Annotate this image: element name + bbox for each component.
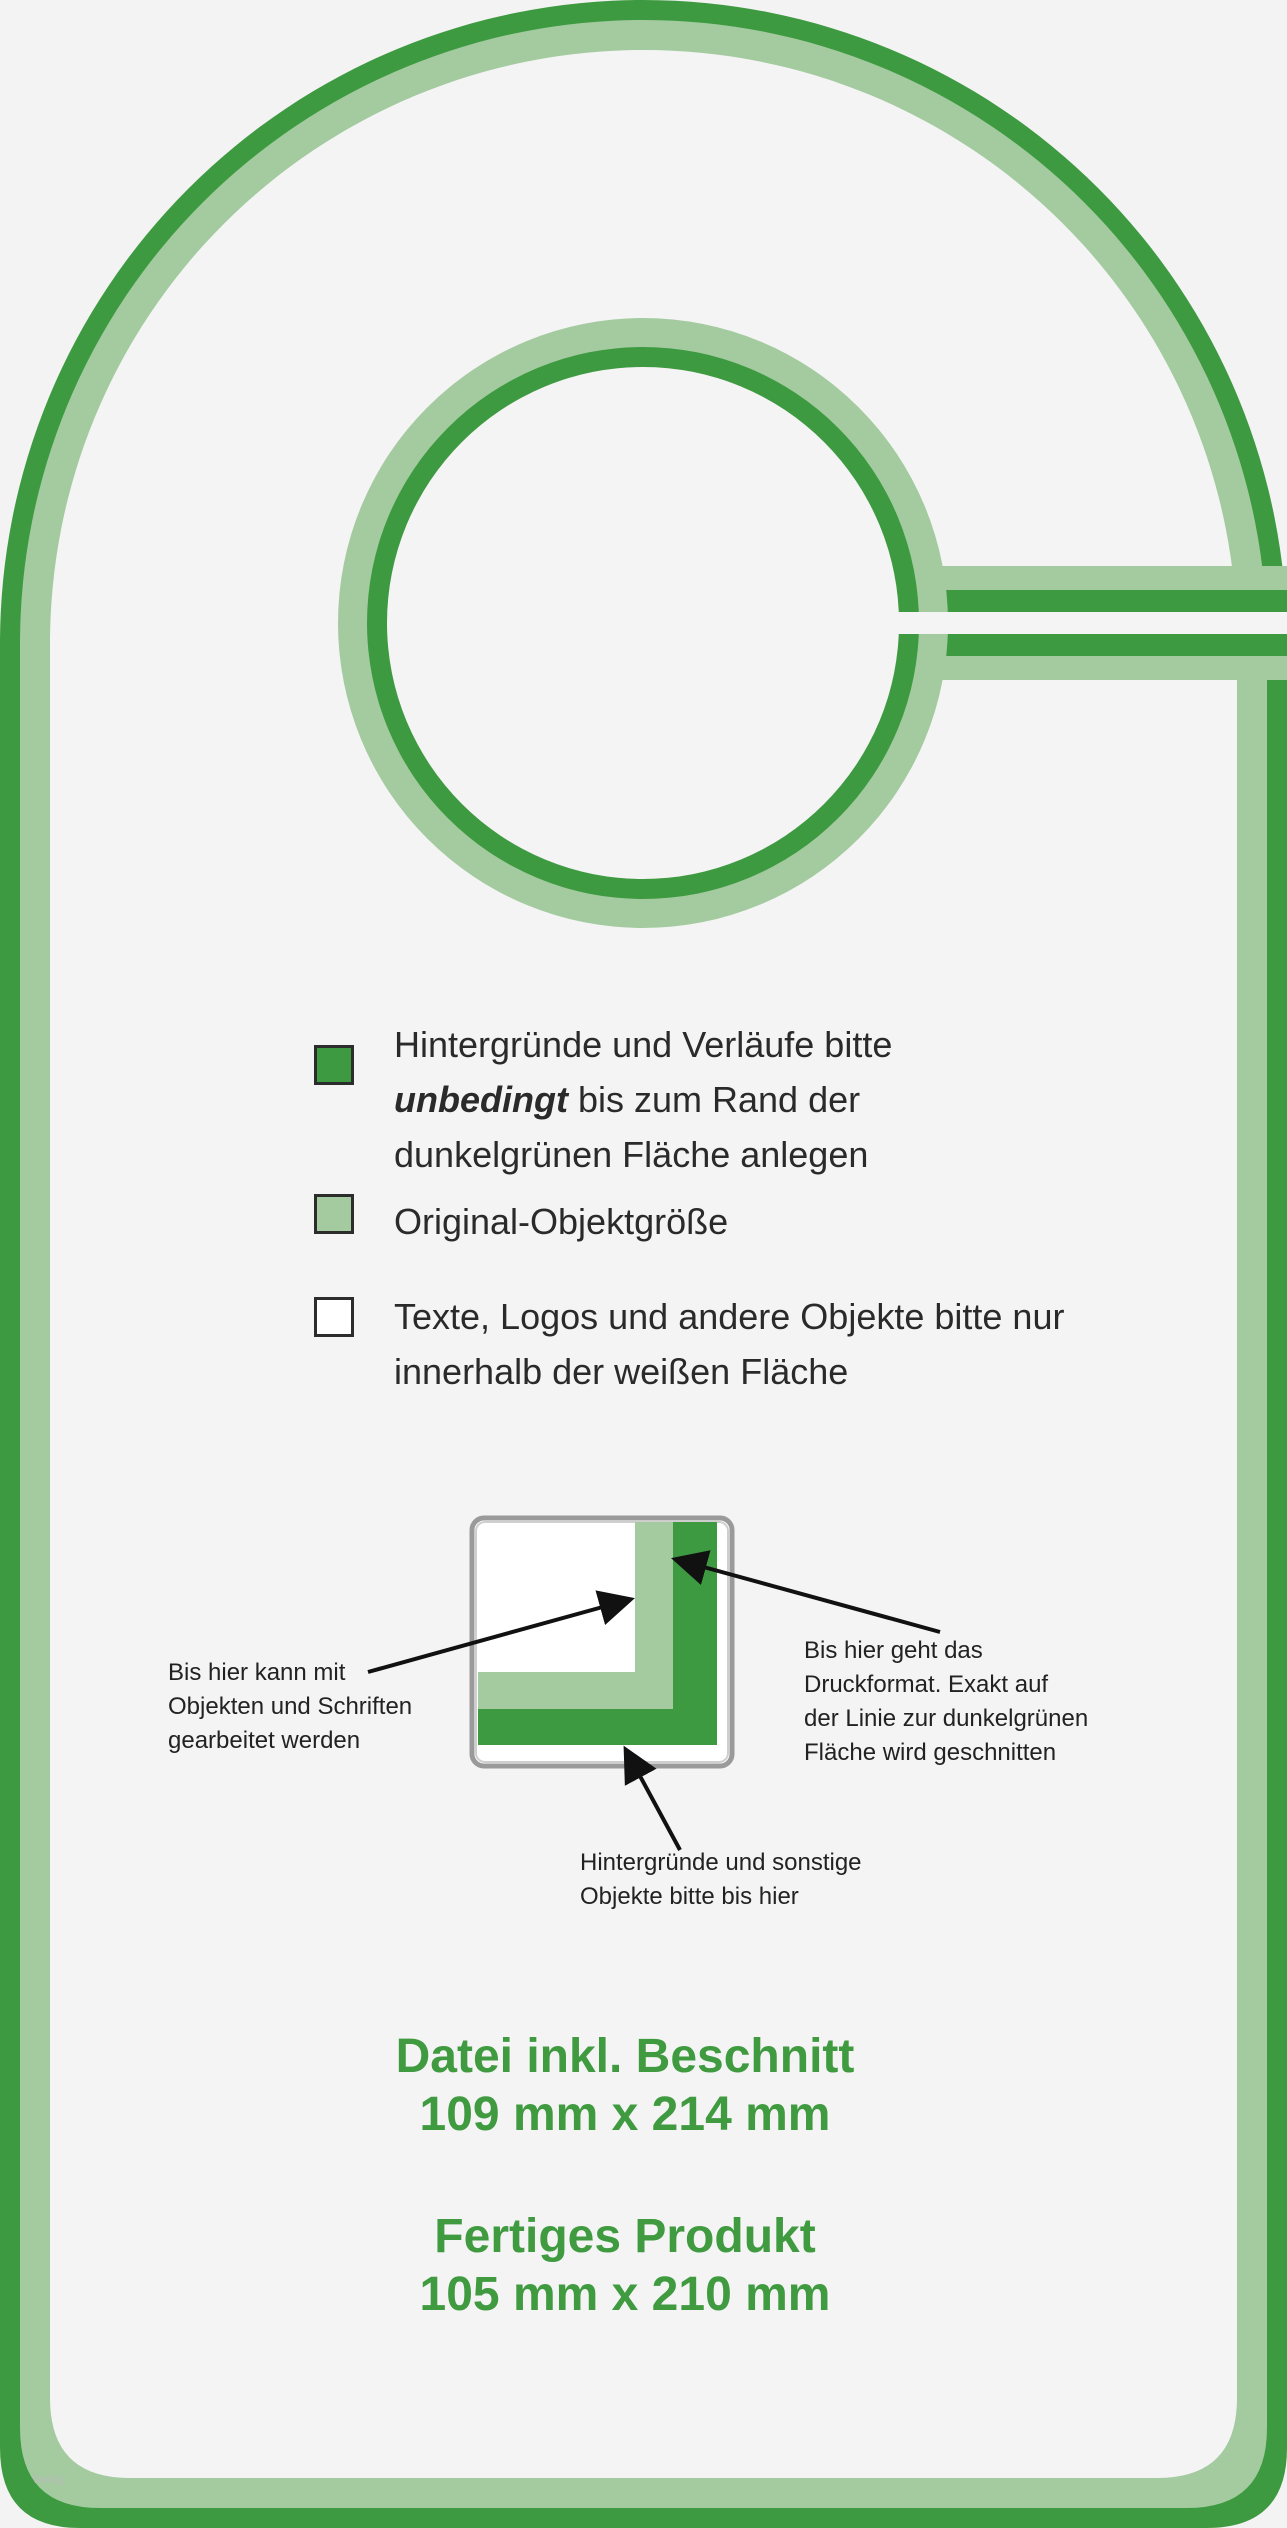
note-bottom-line-2: Objekte bitte bis hier	[580, 1883, 799, 1910]
note-right-line-1: Bis hier geht das	[804, 1637, 983, 1664]
file-dimensions-size: 109 mm x 214 mm	[419, 2088, 831, 2141]
note-right-line-4: Fläche wird geschnitten	[804, 1739, 1057, 1766]
legend-safe-line-1: Texte, Logos und andere Objekte bitte nur	[394, 1296, 1065, 1337]
legend	[310, 1017, 1190, 1399]
note-left-line-3: gearbeitet werden	[168, 1727, 361, 1754]
note-bleed	[580, 1846, 862, 1914]
note-right-line-2: Druckformat. Exakt auf	[804, 1671, 1049, 1698]
file-dimensions	[0, 2028, 1250, 2144]
legend-bleed-line-2: bis zum Rand der	[577, 1079, 861, 1120]
note-bottom-line-1: Hintergründe und sonstige	[580, 1849, 862, 1876]
slit-cut	[898, 612, 1287, 634]
light-green-swatch-icon	[314, 1194, 354, 1234]
legend-bleed-line-1: Hintergründe und Verläufe bitte	[394, 1024, 893, 1065]
file-dimensions-label: Datei inkl. Beschnitt	[395, 2030, 855, 2083]
legend-bleed-line-3: dunkelgrünen Fläche anlegen	[394, 1134, 869, 1175]
product-dimensions-label: Fertiges Produkt	[434, 2210, 816, 2263]
note-left-line-2: Objekten und Schriften	[168, 1693, 413, 1720]
legend-item-original-size	[310, 1194, 1190, 1249]
note-right-line-3: der Linie zur dunkelgrünen	[804, 1705, 1089, 1732]
door-handle-hole	[387, 367, 899, 879]
legend-item-safe-area	[310, 1289, 1190, 1399]
watermark: Vorlog	[32, 2474, 64, 2486]
white-swatch-icon	[314, 1297, 354, 1337]
detail-box	[472, 1518, 732, 1766]
legend-safe-line-2: innerhalb der weißen Fläche	[394, 1351, 849, 1392]
note-safe-area	[168, 1656, 412, 1758]
product-dimensions	[0, 2208, 1250, 2324]
legend-bleed-emphasis: unbedingt	[394, 1079, 568, 1120]
legend-original-line-1: Original-Objektgröße	[394, 1201, 729, 1242]
note-left-line-1: Bis hier kann mit	[168, 1659, 346, 1686]
product-dimensions-size: 105 mm x 210 mm	[419, 2268, 831, 2321]
note-cut-line	[804, 1634, 1088, 1770]
dark-green-swatch-icon	[314, 1045, 354, 1085]
legend-item-bleed	[310, 1017, 1190, 1182]
